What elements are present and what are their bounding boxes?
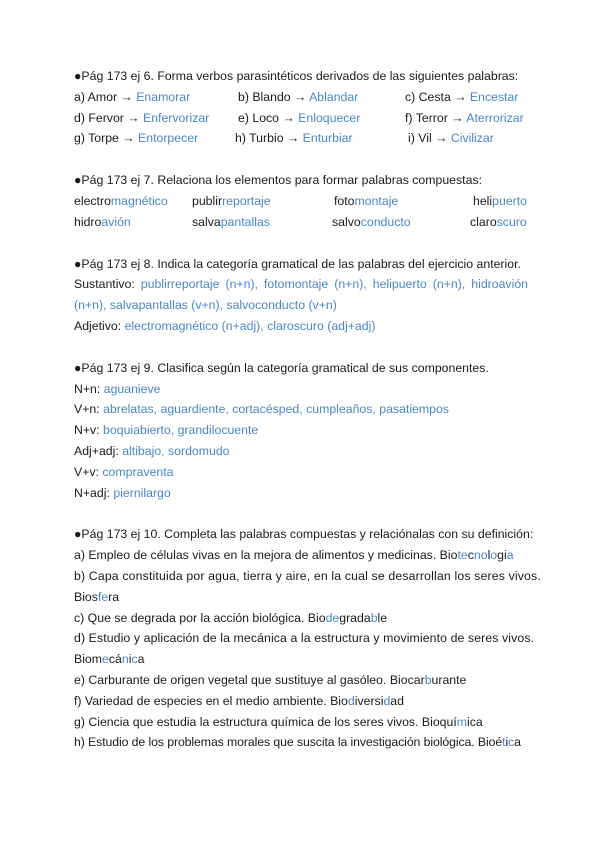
ex6-item bbox=[238, 108, 360, 129]
ex7-answer: magnético bbox=[110, 193, 168, 208]
ex10-fill: t bbox=[502, 735, 506, 750]
ex10-item-a bbox=[74, 545, 528, 566]
ex10-answer bbox=[478, 735, 521, 749]
ex6-word: a) Amor → bbox=[74, 89, 137, 104]
ex10-fill: c bbox=[131, 652, 138, 667]
ex7-prefix: foto bbox=[334, 193, 355, 208]
ex6-word: g) Torpe → bbox=[74, 131, 139, 146]
ex10-given: a bbox=[514, 735, 521, 750]
ex7-item bbox=[473, 191, 527, 212]
ex8-sust-word: (n+n), bbox=[225, 277, 258, 292]
ex9-item bbox=[74, 483, 528, 504]
ex6-item bbox=[238, 87, 358, 108]
ex10-item-c bbox=[74, 608, 528, 629]
ex6-row bbox=[74, 108, 528, 129]
ex10-fill: b bbox=[370, 610, 378, 625]
ex10-given: Bioé bbox=[477, 735, 503, 750]
ex8-adj-value: electromagnético (n+adj), claroscuro (adj+adj) bbox=[124, 318, 376, 333]
ex10-fill: d bbox=[347, 693, 355, 708]
ex10-fill: a bbox=[506, 548, 514, 563]
ex7-prefix: salva bbox=[192, 214, 221, 229]
ex6-answer: Encestar bbox=[469, 89, 519, 104]
ex9-value: piernilargo bbox=[113, 485, 171, 500]
ex7-prefix: publir bbox=[192, 193, 223, 208]
ex10-answer bbox=[440, 548, 514, 562]
ex7-answer: avión bbox=[101, 214, 131, 229]
ex10-given: Biocar bbox=[389, 672, 425, 687]
ex7-row bbox=[74, 212, 528, 233]
ex10-fill: te bbox=[457, 548, 468, 563]
ex9-value: altibajo, sordomudo bbox=[122, 443, 230, 458]
ex10-fill: m bbox=[456, 714, 468, 729]
ex10-given: Bio bbox=[307, 610, 326, 625]
ex9-label: V+v: bbox=[74, 464, 103, 479]
ex8-title: ●Pág 173 ej 8. Indica la categoría gramatical de las palabras del ejercicio anterior. bbox=[74, 256, 521, 271]
ex8-adj-label: Adjetivo: bbox=[74, 318, 125, 333]
ex6-answer: Enamorar bbox=[136, 89, 191, 104]
ex10-fill: e bbox=[102, 652, 109, 667]
ex8-sustantivo-line bbox=[74, 274, 528, 295]
ex10-item-b: b) Capa constituida por agua, tierra y aire, en la cual se desarrollan los seres vivos. bbox=[74, 568, 541, 583]
ex10-definition: a) Empleo de células vivas en la mejora de alimentos y medicinas. bbox=[74, 548, 440, 563]
ex9-item bbox=[74, 462, 528, 483]
ex6-item bbox=[74, 87, 190, 108]
ex10-fill: o bbox=[490, 548, 498, 563]
ex6-title: ●Pág 173 ej 6. Forma verbos parasintéticos derivados de las siguientes palabras: bbox=[74, 69, 519, 83]
ex10-given: grada bbox=[339, 610, 371, 625]
ex7-prefix: salvo bbox=[332, 214, 361, 229]
ex10-fill: no bbox=[473, 548, 488, 563]
ex9-label: N+adj: bbox=[74, 485, 114, 500]
ex9-item bbox=[74, 420, 528, 441]
ex9-title: ●Pág 173 ej 9. Clasifica según la categoría gramatical de sus componentes. bbox=[74, 360, 489, 375]
ex6-answer: Enfervorizar bbox=[143, 110, 210, 125]
ex10-given: Bio bbox=[439, 548, 458, 563]
ex7-answer: reportaje bbox=[222, 193, 271, 208]
ex9-item bbox=[74, 441, 528, 462]
ex8-sust-word: helipuerto bbox=[372, 277, 427, 292]
ex10-answer bbox=[330, 694, 404, 708]
ex8-sust-word: hidroavión bbox=[471, 277, 528, 292]
ex6-answer: Entorpecer bbox=[138, 131, 199, 146]
ex7-item bbox=[332, 212, 411, 233]
ex10-answer bbox=[74, 587, 528, 608]
ex10-item-e bbox=[74, 670, 528, 691]
ex10-given: Bioquí bbox=[421, 714, 457, 729]
ex6-word: b) Blando → bbox=[238, 89, 310, 104]
ex6-item bbox=[405, 87, 518, 108]
ex9-value: compraventa bbox=[102, 464, 174, 479]
ex9-item bbox=[74, 379, 528, 400]
ex6-word: h) Turbio → bbox=[235, 131, 303, 146]
ex6-word: f) Terror → bbox=[405, 110, 467, 125]
ex6-row bbox=[74, 128, 528, 149]
ex10-given: i bbox=[128, 652, 132, 667]
ex10-fill: fe bbox=[97, 589, 109, 604]
ex7-row bbox=[74, 191, 528, 212]
ex6-answer: Enturbiar bbox=[302, 131, 353, 146]
ex6-answer: Enloquecer bbox=[298, 110, 361, 125]
ex10-given: cá bbox=[108, 652, 122, 667]
ex6-word: d) Fervor → bbox=[74, 110, 144, 125]
ex6-word: c) Cesta → bbox=[405, 89, 470, 104]
ex6-item bbox=[235, 128, 353, 149]
ex10-given: a bbox=[137, 652, 145, 667]
ex10-given: l bbox=[487, 548, 491, 563]
ex6-row bbox=[74, 87, 528, 108]
ex10-fill: de bbox=[325, 610, 340, 625]
ex7-answer: puerto bbox=[492, 193, 528, 208]
ex9-value: abrelatas, aguardiente, cortacésped, cumpleaños, pasatiempos bbox=[103, 402, 449, 417]
ex9-label: Adj+adj: bbox=[74, 443, 123, 458]
ex9-value: boquiabierto, grandilocuente bbox=[103, 423, 259, 438]
ex7-prefix: electro bbox=[74, 193, 111, 208]
ex10-given: gi bbox=[497, 548, 507, 563]
ex10-given: ra bbox=[108, 589, 120, 604]
ex10-given: i bbox=[505, 735, 509, 750]
ex6-answer: Ablandar bbox=[309, 89, 359, 104]
ex7-item bbox=[74, 212, 131, 233]
ex10-answer bbox=[308, 611, 387, 625]
ex7-item bbox=[74, 191, 168, 212]
ex10-answer bbox=[390, 673, 467, 687]
ex7-title: ●Pág 173 ej 7. Relaciona los elementos para formar palabras compuestas: bbox=[74, 173, 482, 188]
ex9-item bbox=[74, 399, 528, 420]
ex8-sust-word: fotomontaje bbox=[263, 277, 329, 292]
ex7-prefix: claro bbox=[470, 214, 497, 229]
ex8-sust-line2: (n+n), salvapantallas (v+n), salvoconducto (v+n) bbox=[74, 298, 337, 313]
ex9-label: N+v: bbox=[74, 423, 104, 438]
ex10-item-g bbox=[74, 712, 528, 733]
ex10-fill: c bbox=[508, 735, 515, 750]
ex10-item-h bbox=[74, 732, 528, 753]
ex10-given: ad bbox=[390, 693, 404, 708]
ex10-title: ●Pág 173 ej 10. Completa las palabras compuestas y relaciónalas con su definición: bbox=[74, 527, 534, 542]
ex8-sust-word: (n+n), bbox=[334, 277, 367, 292]
ex7-answer: scuro bbox=[496, 214, 527, 229]
ex6-answer: Civilizar bbox=[450, 131, 494, 146]
ex6-item bbox=[408, 128, 494, 149]
ex10-fill: d bbox=[383, 693, 391, 708]
ex10-given: urante bbox=[431, 672, 467, 687]
ex10-definition: c) Que se degrada por la acción biológica. bbox=[74, 610, 308, 625]
ex7-answer: conducto bbox=[360, 214, 411, 229]
ex6-answer: Aterrorizar bbox=[466, 110, 524, 125]
ex10-item-f bbox=[74, 691, 528, 712]
ex7-prefix: hidro bbox=[74, 214, 102, 229]
ex10-given: ica bbox=[467, 714, 483, 729]
ex7-item bbox=[192, 191, 271, 212]
ex9-value: aguanieve bbox=[103, 381, 161, 396]
ex10-given: Biom bbox=[74, 652, 103, 667]
ex10-given: Bio bbox=[330, 693, 348, 708]
ex6-word: i) Vil → bbox=[408, 131, 451, 146]
ex6-word: e) Loco → bbox=[238, 110, 299, 125]
ex7-answer: pantallas bbox=[220, 214, 270, 229]
ex10-definition: f) Variedad de especies en el medio ambiente. bbox=[74, 693, 331, 708]
ex6-item bbox=[74, 128, 198, 149]
ex9-label: N+n: bbox=[74, 381, 104, 396]
document-page bbox=[74, 66, 541, 753]
ex7-answer: montaje bbox=[354, 193, 399, 208]
ex6-item bbox=[74, 108, 209, 129]
ex10-definition: e) Carburante de origen vegetal que sustituye al gasóleo. bbox=[74, 672, 390, 687]
ex9-label: V+n: bbox=[74, 402, 104, 417]
ex10-answer bbox=[422, 715, 483, 729]
ex10-given: c bbox=[467, 548, 474, 563]
ex8-sust-word: publirreportaje bbox=[140, 277, 220, 292]
ex10-item-d: d) Estudio y aplicación de la mecánica a la estructura y movimiento de seres vivos. bbox=[74, 631, 535, 646]
ex10-fill: b bbox=[424, 672, 432, 687]
ex10-fill: n bbox=[121, 652, 129, 667]
ex7-item bbox=[334, 191, 398, 212]
ex10-definition: h) Estudio de los problemas morales que suscita la investigación biológica. bbox=[74, 735, 478, 750]
ex7-item bbox=[470, 212, 527, 233]
ex10-given: Bios bbox=[74, 589, 98, 604]
ex10-given: le bbox=[377, 610, 388, 625]
ex6-item bbox=[405, 108, 524, 129]
ex10-definition: g) Ciencia que estudia la estructura química de los seres vivos. bbox=[74, 714, 422, 729]
ex10-answer bbox=[74, 649, 528, 670]
ex7-prefix: heli bbox=[473, 193, 493, 208]
ex10-given: iversi bbox=[354, 693, 384, 708]
ex8-sust-word: (n+n), bbox=[432, 277, 466, 292]
ex8-adjetivo-line bbox=[74, 316, 528, 337]
ex8-sust-label: Sustantivo: bbox=[74, 277, 135, 292]
ex7-item bbox=[192, 212, 270, 233]
